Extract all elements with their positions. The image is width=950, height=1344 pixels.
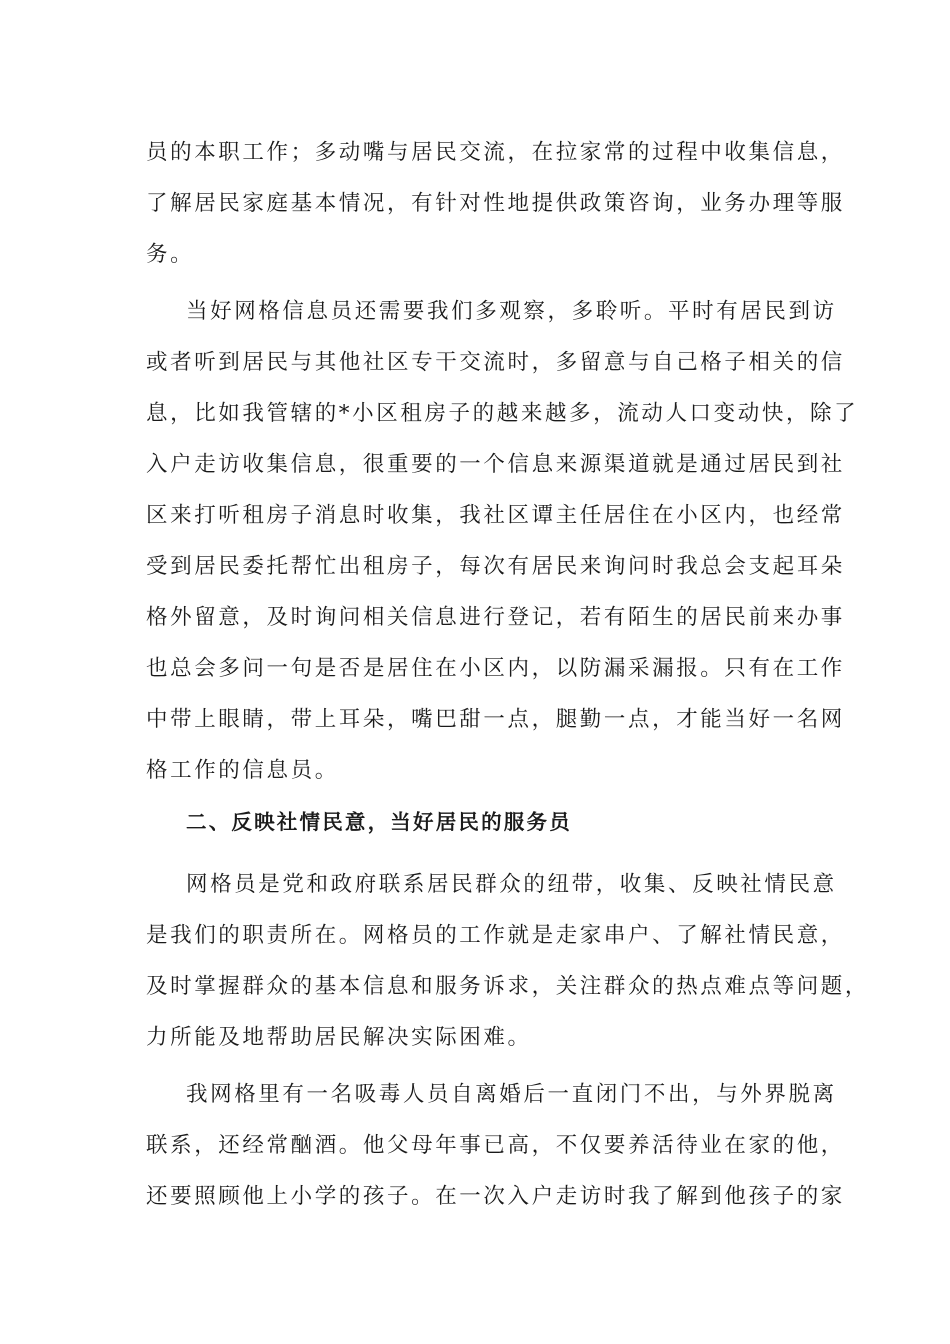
text-line: 受到居民委托帮忙出租房子，每次有居民来询问时我总会支起耳朵	[146, 554, 845, 579]
text-line: 息，比如我管辖的*小区租房子的越来越多，流动人口变动快，除了	[146, 401, 859, 426]
text-line: 员的本职工作；多动嘴与居民交流，在拉家常的过程中收集信息，	[146, 140, 845, 165]
text-line: 联系，还经常酗酒。他父母年事已高，不仅要养活待业在家的他，	[146, 1133, 845, 1158]
text-line: 格外留意，及时询问相关信息进行登记，若有陌生的居民前来办事	[146, 605, 845, 630]
text-line: 还要照顾他上小学的孩子。在一次入户走访时我了解到他孩子的家	[146, 1184, 845, 1209]
text-line: 及时掌握群众的基本信息和服务诉求，关注群众的热点难点等问题，	[146, 974, 870, 999]
text-line: 了解居民家庭基本情况，有针对性地提供政策咨询，业务办理等服	[146, 191, 845, 216]
text-line: 中带上眼睛，带上耳朵，嘴巴甜一点，腿勤一点，才能当好一名网	[146, 707, 845, 732]
text-line: 格工作的信息员。	[146, 758, 339, 783]
section-heading	[146, 797, 826, 848]
heading-text: 二、反映社情民意，当好居民的服务员	[186, 810, 572, 834]
text-line: 区来打听租房子消息时收集，我社区谭主任居住在小区内，也经常	[146, 503, 845, 528]
text-line: 网格员是党和政府联系居民群众的纽带，收集、反映社情民意	[186, 872, 837, 897]
paragraph-3	[146, 859, 870, 1063]
text-line: 当好网格信息员还需要我们多观察，多聆听。平时有居民到访	[186, 299, 837, 324]
text-line: 力所能及地帮助居民解决实际困难。	[146, 1025, 532, 1050]
text-line: 务。	[146, 242, 195, 267]
text-line: 我网格里有一名吸毒人员自离婚后一直闭门不出，与外界脱离	[186, 1082, 837, 1107]
text-line: 入户走访收集信息，很重要的一个信息来源渠道就是通过居民到社	[146, 452, 845, 477]
text-line: 也总会多问一句是否是居住在小区内，以防漏采漏报。只有在工作	[146, 656, 845, 681]
paragraph-2	[146, 286, 859, 796]
text-line: 是我们的职责所在。网格员的工作就是走家串户、了解社情民意，	[146, 923, 845, 948]
text-line: 或者听到居民与其他社区专干交流时，多留意与自己格子相关的信	[146, 350, 845, 375]
paragraph-4	[146, 1069, 845, 1222]
paragraph-1	[146, 127, 845, 280]
